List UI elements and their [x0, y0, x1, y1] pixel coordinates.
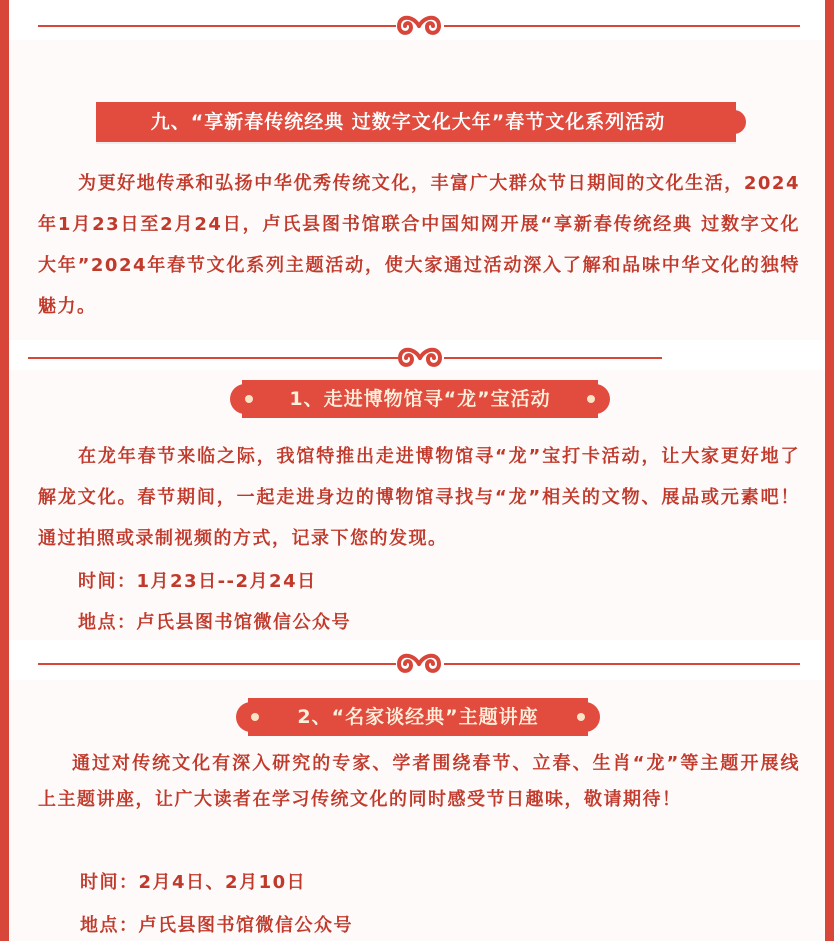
- section-paragraph: 为更好地传承和弘扬中华优秀传统文化，丰富广大群众节日期间的文化生活，2024年1月23日至2月24日，卢氏县图书馆联合中国知网开展“享新春传统经典 过数字文化大年”2024年春节文化系列主题活动，使大家通过活动深入了解和品味中华文化的独特魅力。: [38, 173, 800, 317]
- activity-heading-text: 2、“名家谈经典”主题讲座: [297, 706, 539, 728]
- scroll-ornament-icon: [396, 345, 444, 371]
- activity-place: 地点：卢氏县图书馆微信公众号: [78, 612, 351, 633]
- activity-paragraph: 在龙年春节来临之际，我馆特推出走进博物馆寻“龙”宝打卡活动，让大家更好地了解龙文化。春节期间，一起走进身边的博物馆寻找与“龙”相关的文物、展品或元素吧！通过拍照或录制视频的方式，记录下您的发现。: [38, 446, 800, 549]
- heading-tab-decoration: [722, 110, 746, 134]
- scroll-ornament-icon: [395, 13, 443, 39]
- activity-heading: [248, 698, 588, 736]
- activity-heading-text: 1、走进博物馆寻“龙”宝活动: [289, 388, 551, 410]
- activity-time: 时间：2月4日、2月10日: [80, 872, 307, 893]
- activity-heading: [242, 380, 598, 418]
- section-divider: [38, 653, 800, 673]
- activity-time: 时间：1月23日--2月24日: [78, 571, 317, 592]
- section-divider: [38, 15, 800, 35]
- section-divider: [28, 347, 662, 367]
- section-heading-text: 九、“享新春传统经典 过数字文化大年”春节文化系列活动: [150, 111, 666, 133]
- activity-paragraph: 通过对传统文化有深入研究的专家、学者围绕春节、立春、生肖“龙”等主题开展线上主题讲座，让广大读者在学习传统文化的同时感受节日趣味，敬请期待！: [38, 753, 800, 810]
- activity-place: 地点：卢氏县图书馆微信公众号: [80, 915, 353, 936]
- scroll-ornament-icon: [395, 651, 443, 677]
- section-heading: [96, 102, 736, 142]
